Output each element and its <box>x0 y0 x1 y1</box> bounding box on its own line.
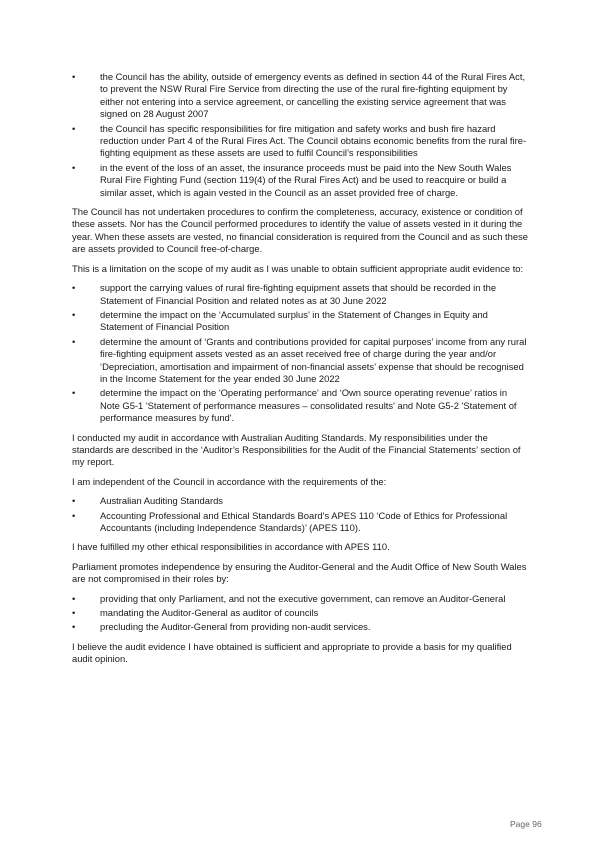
bullet-item: • support the carrying values of rural fire-fighting equipment assets that should be recorded in the Statement of Financial Position and related notes as at 30 June 2022 <box>72 282 528 307</box>
bullet-item: • determine the impact on the ‘Accumulated surplus’ in the Statement of Changes in Equity and Statement of Financial Position <box>72 309 528 334</box>
paragraph: I am independent of the Council in accordance with the requirements of the: <box>72 475 387 487</box>
bullet-item: • Australian Auditing Standards <box>72 495 528 507</box>
bullet-item: • precluding the Auditor-General from providing non-audit services. <box>72 621 528 633</box>
bullet-list <box>72 71 528 199</box>
paragraph: This is a limitation on the scope of my audit as I was unable to obtain sufficient appropriate audit evidence to: <box>72 262 524 274</box>
paragraph: Parliament promotes independence by ensuring the Auditor-General and the Audit Office of New South Wales are not compromised in their roles by: <box>72 560 527 585</box>
bullet-item: • mandating the Auditor-General as auditor of councils <box>72 607 528 619</box>
bullet-item: • providing that only Parliament, and not the executive government, can remove an Auditor-General <box>72 593 528 605</box>
bullet-list <box>72 495 528 534</box>
paragraph: I believe the audit evidence I have obtained is sufficient and appropriate to provide a basis for my qualified audit opinion. <box>72 640 512 665</box>
bullet-list <box>72 282 528 424</box>
bullet-item: • in the event of the loss of an asset, the insurance proceeds must be paid into the New South Wales Rural Fire Fighting Fund (section 119(4) of the Rural Fires Act) and be used to reacquire or build a similar asset, which is again vested in the Council as an asset provided free of charge. <box>72 162 528 199</box>
paragraph: I have fulfilled my other ethical responsibilities in accordance with APES 110. <box>72 541 390 553</box>
page-number: Page 96 <box>510 819 542 829</box>
bullet-item: • determine the amount of ‘Grants and contributions provided for capital purposes’ income from any rural fire-fighting equipment assets vested as an asset received free of charge during the year and/or ‘Depreciation, amortisation and impairment of non-financial assets’ expense that should be recognised in the Income Statement for the year ended 30 June 2022 <box>72 336 528 386</box>
document-body <box>72 71 528 673</box>
paragraph: I conducted my audit in accordance with Australian Auditing Standards. My responsibilities under the standards are described in the ‘Auditor’s Responsibilities for the Audit of the Financial Statements’ section of my report. <box>72 431 521 468</box>
bullet-item: • Accounting Professional and Ethical Standards Board’s APES 110 ‘Code of Ethics for Professional Accountants (including Independence Standards)’ (APES 110). <box>72 510 528 535</box>
bullet-list <box>72 593 528 634</box>
paragraph: The Council has not undertaken procedures to confirm the completeness, accuracy, existence or condition of these assets. Nor has the Council performed procedures to identify the value of assets vested in it during the year. When these assets are vested, no financial consideration is required from the Council and as such these are assets provided to Council free-of-charge. <box>72 206 528 255</box>
bullet-item: • the Council has specific responsibilities for fire mitigation and safety works and bush fire hazard reduction under Part 4 of the Rural Fires Act. The Council obtains economic benefits from the rural fire-fighting equipment as these assets are used to fulfil Council’s responsibilities <box>72 123 528 160</box>
bullet-item: • the Council has the ability, outside of emergency events as defined in section 44 of the Rural Fires Act, to prevent the NSW Rural Fire Service from directing the use of the rural fire-fighting equipment by either not entering into a service agreement, or cancelling the existing service agreement that was signed on 28 August 2007 <box>72 71 528 121</box>
bullet-item: • determine the impact on the 'Operating performance' and ‘Own source operating revenue’ ratios in Note G5-1 'Statement of performance measures – consolidated results' and Note G5-2 'Statement of performance measures by fund'. <box>72 387 528 424</box>
